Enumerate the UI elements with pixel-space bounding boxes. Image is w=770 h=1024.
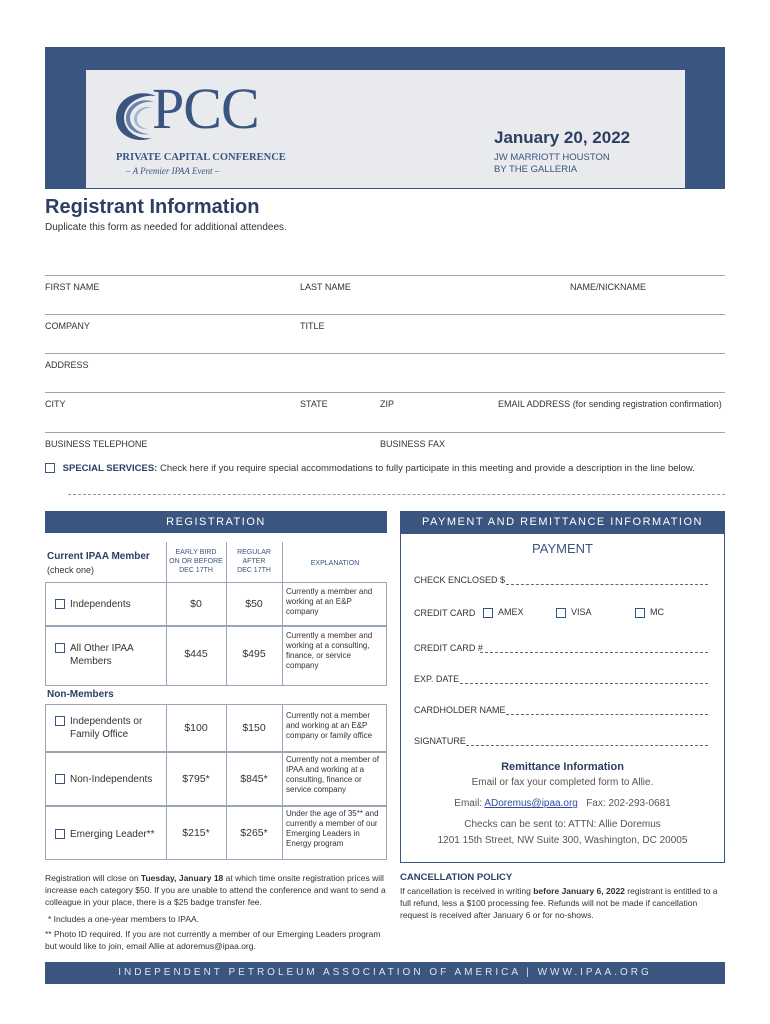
signature-label: SIGNATURE	[414, 736, 466, 746]
title-field[interactable]: TITLE	[300, 321, 325, 331]
last-name-field[interactable]: LAST NAME	[300, 282, 351, 292]
credit-card-number-input[interactable]	[480, 652, 708, 653]
credit-card-number-label: CREDIT CARD #	[414, 643, 483, 653]
row-name: Independents	[70, 599, 131, 610]
row-regular-price: $495	[242, 648, 266, 660]
row-explanation: Currently not a member and working at an E&P company or family office	[286, 711, 373, 740]
remittance-title: Remittance Information	[501, 761, 624, 773]
col-regular-line2: AFTER	[242, 558, 266, 565]
nickname-field[interactable]: NAME/NICKNAME	[570, 282, 647, 292]
row-explanation: Currently not a member of IPAA and working at a consulting, finance or service company	[286, 755, 379, 794]
event-date: January 20, 2022	[494, 128, 631, 147]
logo-text: PCC	[152, 76, 259, 141]
table-divider	[226, 542, 227, 582]
page-title: Registrant Information	[45, 196, 260, 218]
col-early-line2: ON OR BEFORE	[169, 558, 223, 565]
cardholder-label: CARDHOLDER NAME	[414, 705, 506, 715]
checks-line2: 1201 15th Street, NW Suite 300, Washington, DC 20005	[437, 835, 688, 846]
signature-input[interactable]	[466, 745, 708, 746]
payment-header: PAYMENT AND REMITTANCE INFORMATION	[400, 511, 725, 533]
zip-field[interactable]: ZIP	[380, 399, 395, 409]
table-divider	[282, 704, 283, 752]
col-early-line3: DEC 17TH	[179, 567, 213, 574]
amex-checkbox[interactable]	[483, 608, 493, 618]
check-enclosed-input[interactable]	[506, 584, 708, 585]
visa-checkbox[interactable]	[556, 608, 566, 618]
row-explanation: Under the age of 35** and currently a member of our Emerging Leaders in Energy program	[286, 809, 379, 848]
row-explanation: Currently a member and working at an E&P company	[286, 587, 373, 616]
col-early-line1: EARLY BIRD	[175, 549, 217, 556]
special-services-label: SPECIAL SERVICES:	[62, 463, 158, 474]
row-name: Non-Independents	[70, 774, 153, 785]
visa-label: VISA	[571, 607, 592, 617]
row-explanation: Currently a member and working at a consulting, finance, or service company	[286, 631, 373, 670]
col-regular	[226, 548, 282, 575]
business-telephone-field[interactable]: BUSINESS TELEPHONE	[45, 439, 148, 449]
city-field[interactable]: CITY	[45, 399, 66, 409]
row-regular-price: $50	[245, 598, 263, 610]
table-divider	[282, 626, 283, 686]
close-note-date: Tuesday, January 18	[140, 873, 224, 883]
cancellation-post: registrant is entitled to a full refund, less a $100 processing fee. Refunds will not be made if cancellation request is received after January 6 or for no-shows.	[400, 886, 718, 920]
table-divider	[166, 806, 167, 860]
business-fax-field[interactable]: BUSINESS FAX	[380, 439, 446, 449]
email-label: Email:	[454, 798, 483, 809]
row-early-price: $215*	[182, 827, 210, 839]
row-name: Independents or Family Office	[70, 716, 143, 740]
cancellation-text	[400, 885, 725, 921]
mc-checkbox[interactable]	[635, 608, 645, 618]
table-divider	[166, 704, 167, 752]
page-subtitle: Duplicate this form as needed for additional attendees.	[45, 222, 287, 233]
col-regular-line3: DEC 17TH	[237, 567, 271, 574]
mc-option[interactable]	[635, 607, 664, 618]
non-member-group-label: Non-Members	[47, 689, 114, 700]
table-divider	[282, 806, 283, 860]
col-early-bird	[167, 548, 225, 575]
row-regular-price: $265*	[240, 827, 268, 839]
first-name-field[interactable]: FIRST NAME	[45, 282, 100, 292]
cancellation-title: CANCELLATION POLICY	[400, 872, 513, 883]
email-field[interactable]: EMAIL ADDRESS (for sending registration confirmation)	[498, 399, 722, 409]
table-divider	[166, 542, 167, 582]
table-divider	[166, 752, 167, 806]
close-note-pre: Registration will close on	[45, 873, 141, 883]
special-services-input-line[interactable]	[68, 494, 725, 495]
exp-date-input[interactable]	[460, 683, 708, 684]
pcc-logo	[108, 76, 308, 184]
mc-label: MC	[650, 607, 664, 617]
member-group-label: Current IPAA Member	[47, 551, 150, 562]
all-other-members-checkbox[interactable]	[55, 643, 65, 653]
registration-header: REGISTRATION	[45, 511, 387, 533]
non-independents-checkbox[interactable]	[55, 774, 65, 784]
venue-line1: JW MARRIOTT HOUSTON	[494, 152, 610, 163]
venue-line2: BY THE GALLERIA	[494, 164, 578, 175]
nonmember-independents-checkbox[interactable]	[55, 716, 65, 726]
fax-text: Fax: 202-293-0681	[586, 798, 671, 809]
table-divider	[166, 626, 167, 686]
field-divider	[45, 275, 725, 276]
special-services-text: Check here if you require special accommodations to fully participate in this meeting and provide a description in the line below.	[159, 463, 695, 474]
email-link[interactable]: ADoremus@ipaa.org	[484, 798, 578, 809]
col-explanation: EXPLANATION	[310, 560, 360, 567]
field-divider	[45, 353, 725, 354]
logo-subtitle: PRIVATE CAPITAL CONFERENCE	[116, 152, 286, 163]
registration-close-note	[45, 872, 390, 908]
field-divider	[45, 432, 725, 433]
cancellation-pre: If cancellation is received in writing	[400, 886, 534, 896]
company-field[interactable]: COMPANY	[45, 321, 90, 331]
table-divider	[282, 582, 283, 626]
row-early-price: $445	[184, 648, 208, 660]
state-field[interactable]: STATE	[300, 399, 328, 409]
field-divider	[45, 314, 725, 315]
footnote-photo-id: ** Photo ID required. If you are not currently a member of our Emerging Leaders program but would like to join, email Allie at adoremus@ipaa.org.	[45, 929, 381, 951]
exp-date-label: EXP. DATE	[414, 674, 460, 684]
amex-option[interactable]	[483, 607, 524, 618]
table-divider	[282, 542, 283, 582]
row-name: All Other IPAA Members	[70, 643, 134, 667]
close-note-post: at which time onsite registration prices will increase each category $50. If you are unable to attend the conference and want to send a colleague in your place, there is a $25 badge transfer fee.	[45, 873, 386, 907]
row-regular-price: $845*	[240, 773, 268, 785]
col-regular-line1: REGULAR	[237, 549, 271, 556]
row-early-price: $795*	[182, 773, 210, 785]
row-early-price: $0	[190, 598, 202, 610]
table-divider	[166, 582, 167, 626]
row-regular-price: $150	[242, 722, 266, 734]
logo-tagline: – A Premier IPAA Event –	[126, 166, 220, 176]
cancellation-date: before January 6, 2022	[533, 886, 625, 896]
payment-title: PAYMENT	[532, 541, 593, 556]
row-early-price: $100	[184, 722, 208, 734]
check-enclosed-label: CHECK ENCLOSED $	[414, 575, 506, 585]
field-divider	[45, 392, 725, 393]
checks-line1: Checks can be sent to: ATTN: Allie Doremus	[464, 819, 661, 830]
visa-option[interactable]	[556, 607, 592, 618]
footer-bar: INDEPENDENT PETROLEUM ASSOCIATION OF AMERICA | WWW.IPAA.ORG	[45, 962, 725, 984]
remittance-line1: Email or fax your completed form to Allie.	[471, 777, 654, 788]
remittance-contact	[400, 798, 725, 809]
credit-card-label: CREDIT CARD	[414, 608, 476, 618]
table-divider	[282, 752, 283, 806]
event-venue	[494, 152, 610, 176]
amex-label: AMEX	[498, 607, 524, 617]
row-name: Emerging Leader**	[70, 829, 155, 840]
address-field[interactable]: ADDRESS	[45, 360, 89, 370]
special-services-checkbox[interactable]	[45, 463, 55, 473]
cardholder-input[interactable]	[506, 714, 708, 715]
emerging-leader-checkbox[interactable]	[55, 829, 65, 839]
independents-checkbox[interactable]	[55, 599, 65, 609]
special-services-row	[45, 463, 695, 474]
member-group-note: (check one)	[47, 565, 95, 575]
footnote-membership: * Includes a one-year members to IPAA.	[48, 914, 200, 924]
